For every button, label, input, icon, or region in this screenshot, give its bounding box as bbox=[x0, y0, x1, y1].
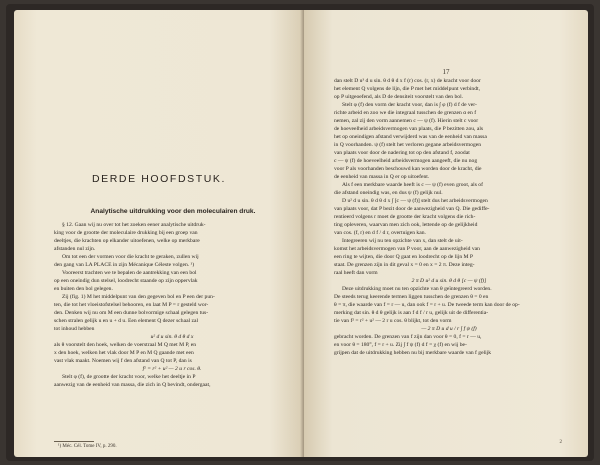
footnote-rule bbox=[54, 441, 94, 442]
text-line: en voor θ = 180°, f = r + u. Zij ∫ f ψ (f) d f = χ (f) en wij be- bbox=[334, 342, 467, 348]
text-line: merking dat sin. θ d θ gelijk is aan f d f / r u, gelijk uit de differentia- bbox=[334, 310, 489, 316]
text-line: rentieerd volgens r moet de grootte der kracht volgens die rich- bbox=[334, 214, 476, 220]
text-line: 2 π D u² d u sin. θ d θ [c — ψ (f)] bbox=[411, 278, 487, 284]
right-body-text bbox=[334, 77, 564, 357]
text-line: die afstand oneindig was, en dus ψ (f) gelijk nul. bbox=[334, 190, 443, 196]
text-line: richte arbeid en zoo we die integraal tusschen de grenzen α en f bbox=[334, 110, 477, 116]
text-line: Stelt φ (f), de grootte der kracht voor, welke het deeltje in P bbox=[62, 374, 196, 380]
right-page bbox=[304, 10, 588, 457]
text-line: c — ψ (f) de hoeveelheid arbeidsvermogen aangeeft, die nu nog bbox=[334, 158, 478, 164]
text-line: tie van f² = r² + u² — 2 r u cos. θ blijkt, tot den vorm bbox=[334, 318, 452, 324]
page-number: 17 bbox=[442, 68, 450, 76]
text-line: § 12. Gaan wij nu over tot het zoeken eener analytische uitdruk- bbox=[62, 222, 206, 228]
text-line: staat. De grenzen zijn in dit geval x = 0 en x = 2 π. Deze integ- bbox=[334, 262, 475, 268]
text-line: Deze uitdrukking moet nu ten opzichte van θ geïntegreerd worden. bbox=[342, 286, 492, 292]
text-line: dan stelt D u³ d u sin. θ d θ d x f (r) cos. (r, x) de kracht voor door bbox=[334, 78, 481, 84]
text-line: de hoeveelheid arbeidsvermogen van plaats, die P bezitten zou, als bbox=[334, 126, 484, 132]
text-line: king voor de grootte der moleculaire drukking bij een groep van bbox=[54, 230, 198, 236]
text-line: als θ voorstelt den hoek, welken de voerstraal M Q met M P, en bbox=[54, 342, 197, 348]
text-line: van cos. (f, r) en d f / d r, overtuigen kan. bbox=[334, 230, 426, 236]
section-title: Analytische uitdrukking voor den moleculairen druk. bbox=[90, 208, 256, 215]
text-line: gebracht worden. De grenzen van f zijn dan voor θ = 0, f = r — u, bbox=[334, 334, 482, 340]
text-line: en buiten den bol gelegen. bbox=[54, 286, 113, 292]
text-line: deeltjes, die krachten op elkander uitoefenen, welke op merkbare bbox=[54, 238, 200, 244]
text-line: nemen, zal zij den vorm aannemen c — ψ (f). Hierin stelt c voor bbox=[334, 118, 479, 124]
left-page bbox=[14, 10, 304, 457]
text-line: Stelt φ (f) den vorm der kracht voor, dan is ∫ φ (f) d f de ver- bbox=[342, 102, 477, 108]
text-line: D u² d u sin. θ d θ d x ∫ [c — ψ (f)] stelt dus het arbeidsvermogen bbox=[342, 198, 488, 204]
text-line: Om tot een der vormen voor die kracht te geraken, zullen wij bbox=[62, 254, 199, 260]
text-line: de eenheid van massa in Q er op uitoefent. bbox=[334, 174, 430, 180]
text-line: — 2 π D u d u / r ∫ f ψ (f) bbox=[421, 326, 477, 332]
text-line: u² d u sin. θ d θ d x bbox=[150, 334, 194, 340]
text-line: den. Denken wij nu om M een dunne bolvormige schaal gelegen tus- bbox=[54, 310, 209, 316]
signature-mark: 2 bbox=[559, 440, 562, 445]
text-line: Integreeren wij nu ten opzichte van x, dan stelt de uit- bbox=[342, 238, 463, 244]
book-spread bbox=[6, 4, 594, 461]
text-line: f² = r² + u² — 2 u r cos. θ. bbox=[142, 366, 202, 372]
text-line: het element Q volgens de lijn, die P met het middelpunt verbindt, bbox=[334, 86, 480, 92]
text-line: ten, die tot het vloeistofstelsel behooren, en laat M P = r gesteld wor- bbox=[54, 302, 209, 308]
text-line: De steeds terug keerende termen liggen tusschen de grenzen θ = 0 en bbox=[334, 294, 489, 300]
text-line: het op oneindigen afstand verwijderd was van de eenheid van massa bbox=[334, 134, 487, 140]
text-line: op P uitgeoefend, als D de densiteit voorstelt van den bol. bbox=[334, 94, 464, 100]
text-line: ting opleveren, waarvan men zich ook, lettende op de gelijkheid bbox=[334, 222, 478, 228]
text-line: Als f een merkbare waarde heeft is c — ψ (f) even groot, als of bbox=[342, 182, 483, 188]
text-line: schen stralen gelijk u en u + d u. Een element Q dezer schaal zal bbox=[54, 318, 199, 324]
text-line: Vooreerst trachten we te bepalen de aantrekking van een bol bbox=[62, 270, 197, 276]
text-line: afstanden nul zijn. bbox=[54, 246, 96, 252]
text-line: op een oneindig dun stelsel, loodrecht staande op zijn oppervlak bbox=[54, 278, 198, 284]
text-line: in Q voorhanden. ψ (f) stelt het verloren gegane arbeidsvermogen bbox=[334, 142, 482, 148]
text-line: grijpen dat de uitdrukking hebben nu bij merkbare waarde van f gelijk bbox=[334, 350, 492, 356]
chapter-title: DERDE HOOFDSTUK. bbox=[91, 173, 227, 185]
footnote: ¹) Méc. Cél. Tome IV, p. 290. bbox=[58, 444, 117, 449]
text-line: θ = π, die waarde van f = r — u, dan ook f = r + u. De tweede term kan door de op- bbox=[334, 302, 520, 308]
text-line: tot inhoud hebben bbox=[54, 326, 95, 332]
left-body-text bbox=[54, 221, 290, 389]
text-line: aanwezig van de eenheid van massa, die zich in Q bevindt, ondergaat, bbox=[54, 382, 211, 388]
text-line: voor P als voorhanden beschouwd kan worden door de kracht, die bbox=[334, 166, 482, 172]
text-line: van plaats voor door de nadering tot op den afstand f, zoodat bbox=[334, 150, 470, 156]
text-line: den gang van LA PLACE in zijn Mécanique Céleste volgen. ¹) bbox=[54, 262, 195, 268]
text-line: komst het arbeidsvermogen van P voor, aan de aanwezigheid van bbox=[334, 246, 480, 252]
text-line: raal heeft dan vorm bbox=[334, 270, 378, 276]
text-line: van plaats voor, dat P bezit door de aanwezigheid van Q. Die gediffe- bbox=[334, 206, 490, 212]
text-line: x den hoek, welken het vlak door M P en M Q gaande met een bbox=[54, 350, 194, 356]
text-line: een ring te wijten, die door Q gaat en loodrecht op de lijn M P bbox=[334, 254, 474, 260]
text-line: vast vlak maakt. Noemen wij f den afstand van Q tot P, dan is bbox=[54, 358, 192, 364]
text-line: Zij (fig. 1) M het middelpunt van den gegeven bol en P een der pun- bbox=[62, 294, 215, 300]
